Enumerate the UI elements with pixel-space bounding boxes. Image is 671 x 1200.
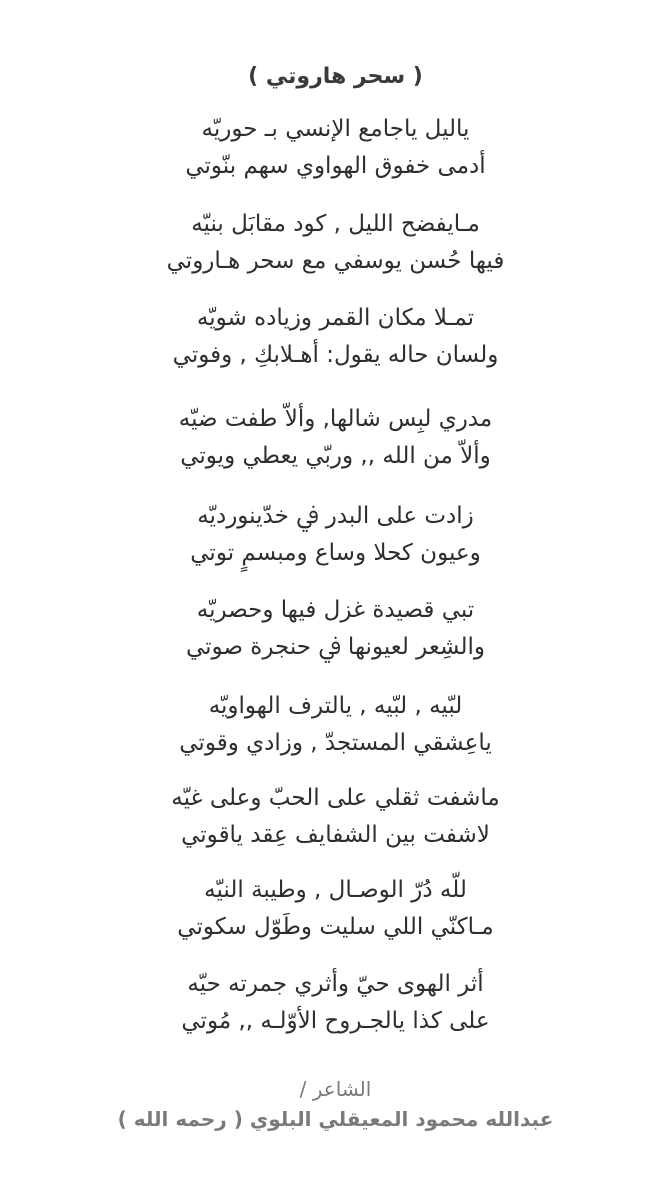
verse-line: تمـلا مكان القمر وزياده شويّه: [196, 305, 475, 331]
verse-line: تبي قصيدة غزل فيها وحصريّه: [196, 597, 475, 623]
stanza-2: [0, 206, 671, 280]
stanza-10: [0, 966, 671, 1040]
verse-line: ياعِشقي المستجدّ , وزادي وقوتي: [179, 730, 492, 756]
verse-line: مـايفضح الليل , كود مقابَل بنيّه: [191, 211, 480, 237]
verse-line: زادت على البدر ﰲ خدّينورديّه: [197, 503, 474, 529]
poet-name: عبدالله محمود المعيقلي البلوي ( رحمه الله ): [117, 1107, 554, 1131]
verse-line: على كذا يالجـروح الأوّلـه ,, مُوتي: [181, 1008, 490, 1034]
stanza-7: [0, 688, 671, 762]
stanza-5: [0, 498, 671, 572]
verse-line: ياليل ياجامع الإنسي بـ حوريّه: [201, 116, 470, 142]
verse-line: وعيون كحلا وساع ومبسمٍ توتي: [190, 540, 481, 566]
verse-line: فيها حُسن يوسفي مع سحر هـاروتي: [166, 248, 505, 274]
verse-line: ماشفت ثقلي على الحبّ وعلى غيّه: [171, 785, 500, 811]
verse-line: أدمى خفوق الهواوي سهم بنّوتي: [185, 153, 486, 179]
poet-label: الشاعر /: [299, 1077, 372, 1101]
stanza-9: [0, 872, 671, 946]
verse-line: لبّيه , لبّيه , يالترف الهواويّه: [208, 693, 463, 719]
stanza-6: [0, 592, 671, 666]
verse-line: والشِعر لعيونها ﰲ حنجرة صوتي: [185, 634, 485, 660]
poet-credit: [0, 1074, 671, 1134]
verse-line: مدري لبِس شالها, وألاّ طفت ضيّه: [178, 406, 493, 432]
stanza-1: [0, 111, 671, 185]
verse-line: أثر الهوى حيّ وأثري جمرته حيّه: [187, 971, 484, 997]
verse-line: لاشفت بين الشفايف عِقد ياقوتي: [181, 822, 490, 848]
verse-line: وألاّ من الله ,, وربّي يعطي ويوتي: [180, 443, 491, 469]
stanza-3: [0, 300, 671, 374]
poem-title: ( سحر هاروتي ): [248, 64, 423, 89]
stanza-8: [0, 780, 671, 854]
verse-line: مـاكنّي اللي سليت وطَوّل سكوتي: [177, 914, 494, 940]
stanza-4: [0, 401, 671, 475]
verse-line: للّه دُرّ الوصـال , وطيبة النيّه: [204, 877, 467, 903]
verse-line: ولسان حاله يقول: أهـلابكِ , وفوتي: [172, 342, 499, 368]
